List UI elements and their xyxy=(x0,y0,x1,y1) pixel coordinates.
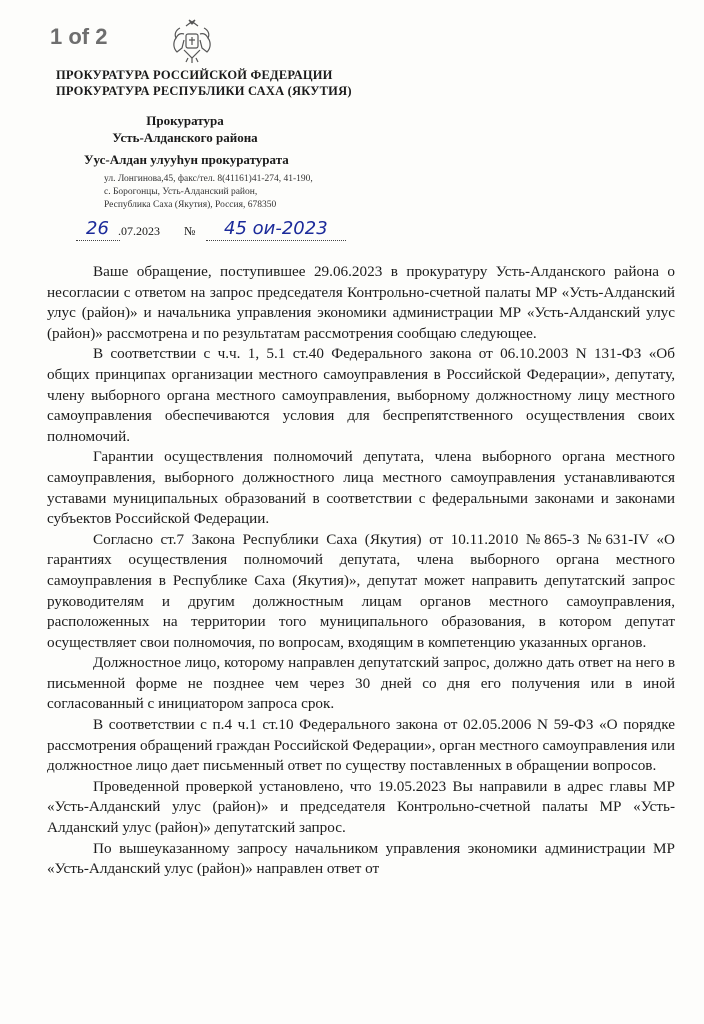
organization-name-line-1: Прокуратура xyxy=(146,113,224,128)
organization-name-line-2: Усть-Алданского района xyxy=(112,130,258,145)
document-date-number xyxy=(56,218,356,242)
paragraph: В соответствии с ч.ч. 1, 5.1 ст.40 Федерального закона от 06.10.2003 N 131-ФЗ «Об общих принципах организации местного самоуправления в Российской Федерации», депутату, члену выборного органа местного самоуправления, выборному должностному лицу местного самоуправления обеспечиваются условия для беспрепятственного осуществления своих полномочий. xyxy=(47,345,675,445)
header-line-2: ПРОКУРАТУРА РЕСПУБЛИКИ САХА (ЯКУТИЯ) xyxy=(56,84,352,98)
date-month-year: .07.2023 xyxy=(118,224,160,238)
handwritten-day: 26 xyxy=(86,218,109,239)
address-line-3: Республика Саха (Якутия), Россия, 678350 xyxy=(104,200,277,210)
bleed-through-text xyxy=(380,66,560,146)
number-underline xyxy=(206,240,346,241)
date-underline xyxy=(76,240,120,241)
paragraph: В соответствии с п.4 ч.1 ст.10 Федерального закона от 02.05.2006 N 59-ФЗ «О порядке рассмотрения обращений граждан Российской Федерации», орган местного самоуправления или должностное лицо дает письменный ответ по существу поставленных в обращении вопросов. xyxy=(47,716,675,775)
organization-yakut-name: Уус-Алдан улууһун прокуратурата xyxy=(84,152,289,167)
address-line-2: с. Борогонцы, Усть-Алданский район, xyxy=(104,187,258,197)
page-indicator: 1 of 2 xyxy=(50,24,108,49)
paragraph: Ваше обращение, поступившее 29.06.2023 в прокуратуру Усть-Алданского района о несогласии с ответом на запрос председателя Контрольно-счетной палаты МР «Усть-Алданский улус (район)» и начальника управления экономики администрации МР «Усть-Алданский улус (район)» рассмотрена и по результатам рассмотрения сообщаю следующее. xyxy=(47,263,675,342)
number-label: № xyxy=(184,224,196,238)
paragraph: Должностное лицо, которому направлен депутатский запрос, должно дать ответ на него в письменной форме не позднее чем через 30 дней со дня его получения или в иной согласованный с инициатором запроса срок. xyxy=(47,654,675,713)
handwritten-document-number: 45 ои-2023 xyxy=(224,218,328,239)
document-body xyxy=(47,262,675,880)
double-headed-eagle-emblem-icon xyxy=(170,18,214,64)
header-line-1: ПРОКУРАТУРА РОССИЙСКОЙ ФЕДЕРАЦИИ xyxy=(56,68,333,82)
paragraph: По вышеуказанному запросу начальником управления экономики администрации МР «Усть-Алданский улус (район)» направлен ответ от xyxy=(47,839,675,878)
paragraph: Гарантии осуществления полномочий депутата, члена выборного органа местного самоуправления, выборного должностного лица местного самоуправления устанавливаются уставами муниципальных образований в соответствии с федеральными законами и законами субъектов Российской Федерации. xyxy=(47,448,675,528)
paragraph: Согласно ст.7 Закона Республики Саха (Якутия) от 10.11.2010 №865-З №631-IV «О гарантиях осуществления полномочий депутата, члена выборного органа местного самоуправления в Республике Саха (Якутия)», депутат может направить депутатский запрос руководителям и другим должностным лицам органов местного самоуправления, расположенных на территории того муниципального образования, в котором депутат осуществляет свои полномочия, по вопросам, входящим в компетенцию указанных органов. xyxy=(47,530,675,651)
paragraph: Проведенной проверкой установлено, что 19.05.2023 Вы направили в адрес главы МР «Усть-Алданский улус (район)» и председателя Контрольно-счетной палаты МР «Усть-Алданский улус (район)» депутатский запрос. xyxy=(47,777,675,837)
address-line-1: ул. Лонгинова,45, факс/тел. 8(41161)41-274, 41-190, xyxy=(104,174,313,184)
